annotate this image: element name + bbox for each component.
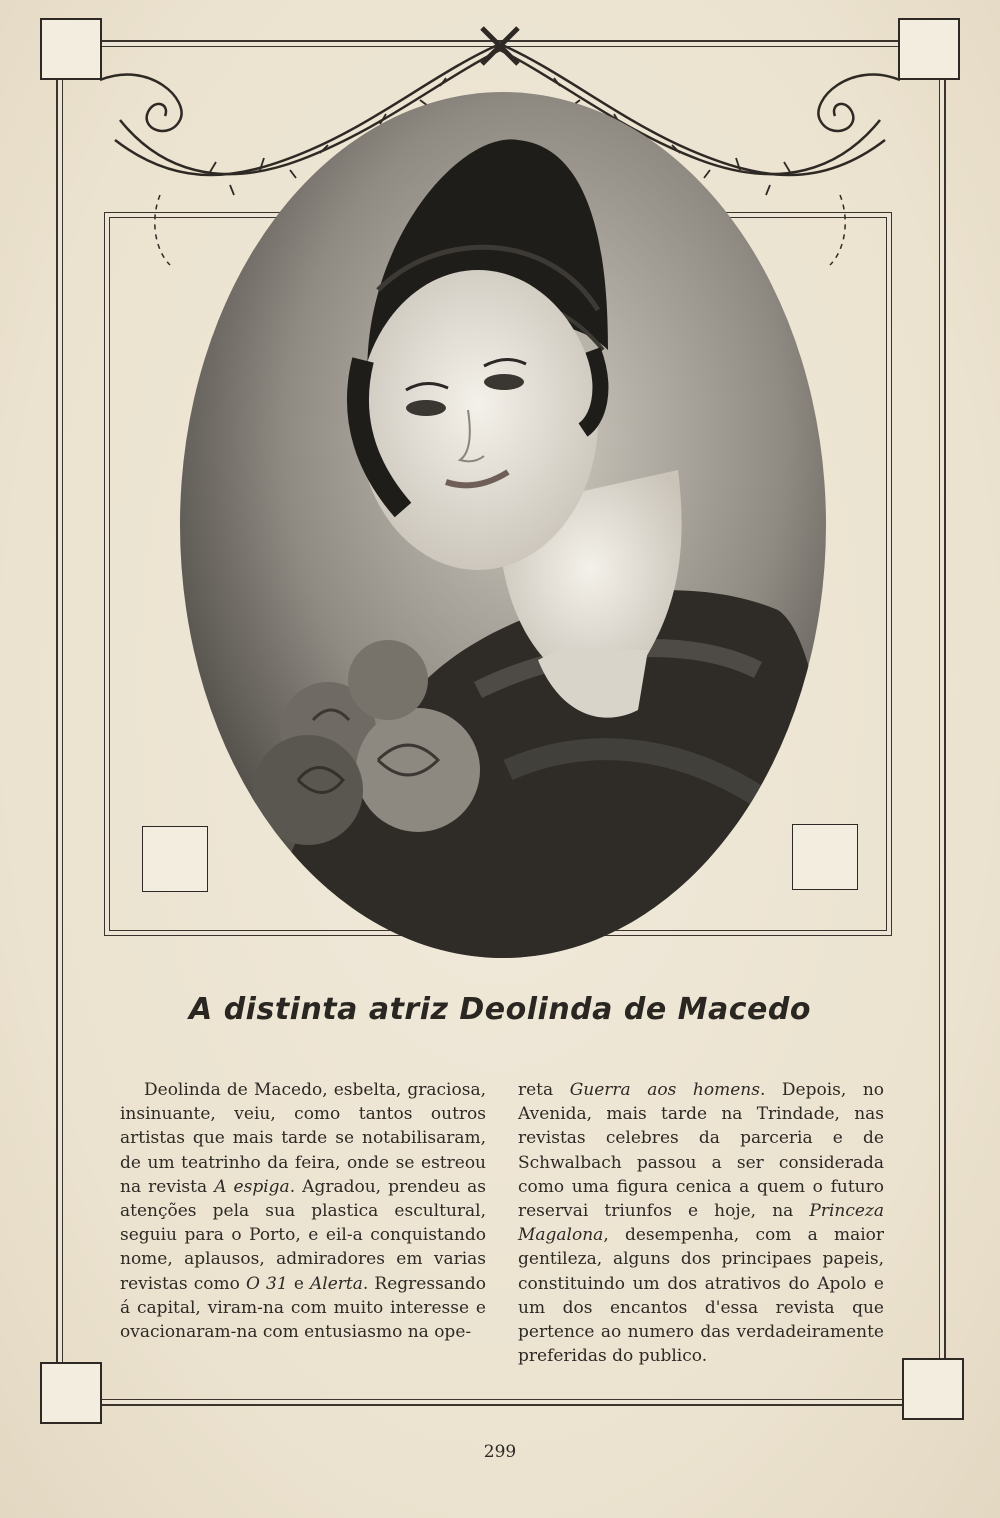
right-text-3: . Depois, no Avenida, mais tarde na Trindade, nas revistas celebres da parceria e de Schwalbach passou a ser considerada como uma figura cenica a quem o futuro reservai triunfos e hoje, na xyxy=(518,1080,884,1222)
corner-ornament-top-right xyxy=(898,18,960,80)
article-text-left-column xyxy=(120,1078,486,1344)
left-text-5: e xyxy=(287,1273,311,1294)
left-text-4: O 31 xyxy=(246,1273,288,1294)
corner-ornament-bottom-left xyxy=(40,1362,102,1424)
right-text-4: Princeza Magalona xyxy=(518,1201,884,1246)
left-text-6: Alerta xyxy=(310,1273,363,1294)
corner-ornament-top-left xyxy=(40,18,102,80)
filigree-ornament-right xyxy=(792,824,858,890)
right-text-2: Guerra aos homens xyxy=(569,1080,760,1100)
left-text-3: . Agradou, prendeu as atenções pela sua plastica escultural, seguiu para o Porto, e eil-a conquistando nome, aplausos, admiradores em varias revistas como xyxy=(120,1176,487,1294)
page-number: 299 xyxy=(483,1442,517,1462)
left-text-2: A espiga xyxy=(214,1176,290,1197)
corner-ornament-bottom-right xyxy=(902,1358,964,1420)
right-text-1: reta xyxy=(518,1080,570,1100)
filigree-ornament-left xyxy=(142,826,208,892)
left-text-1: Deolinda de Macedo, esbelta, graciosa, insinuante, veiu, como tantos outros artistas que mais tarde se notabilisaram, de um teatrinho da feira, onde se estreou na revista xyxy=(120,1080,486,1197)
portrait-photo xyxy=(178,90,828,960)
article-text-right-column xyxy=(518,1078,884,1368)
left-text-7: . Regressando á capital, viram-na com muito interesse e ovacionaram-na com entusiasmo na ope- xyxy=(120,1273,486,1343)
article-title: A distinta atriz Deolinda de Macedo xyxy=(189,992,811,1027)
right-text-5: , desempenha, com a maior gentileza, alguns dos principaes papeis, constituindo um dos atrativos do Apolo e um dos encantos d'essa revista que pertence ao numero das verdadeiramente preferidas do publico. xyxy=(518,1225,884,1367)
